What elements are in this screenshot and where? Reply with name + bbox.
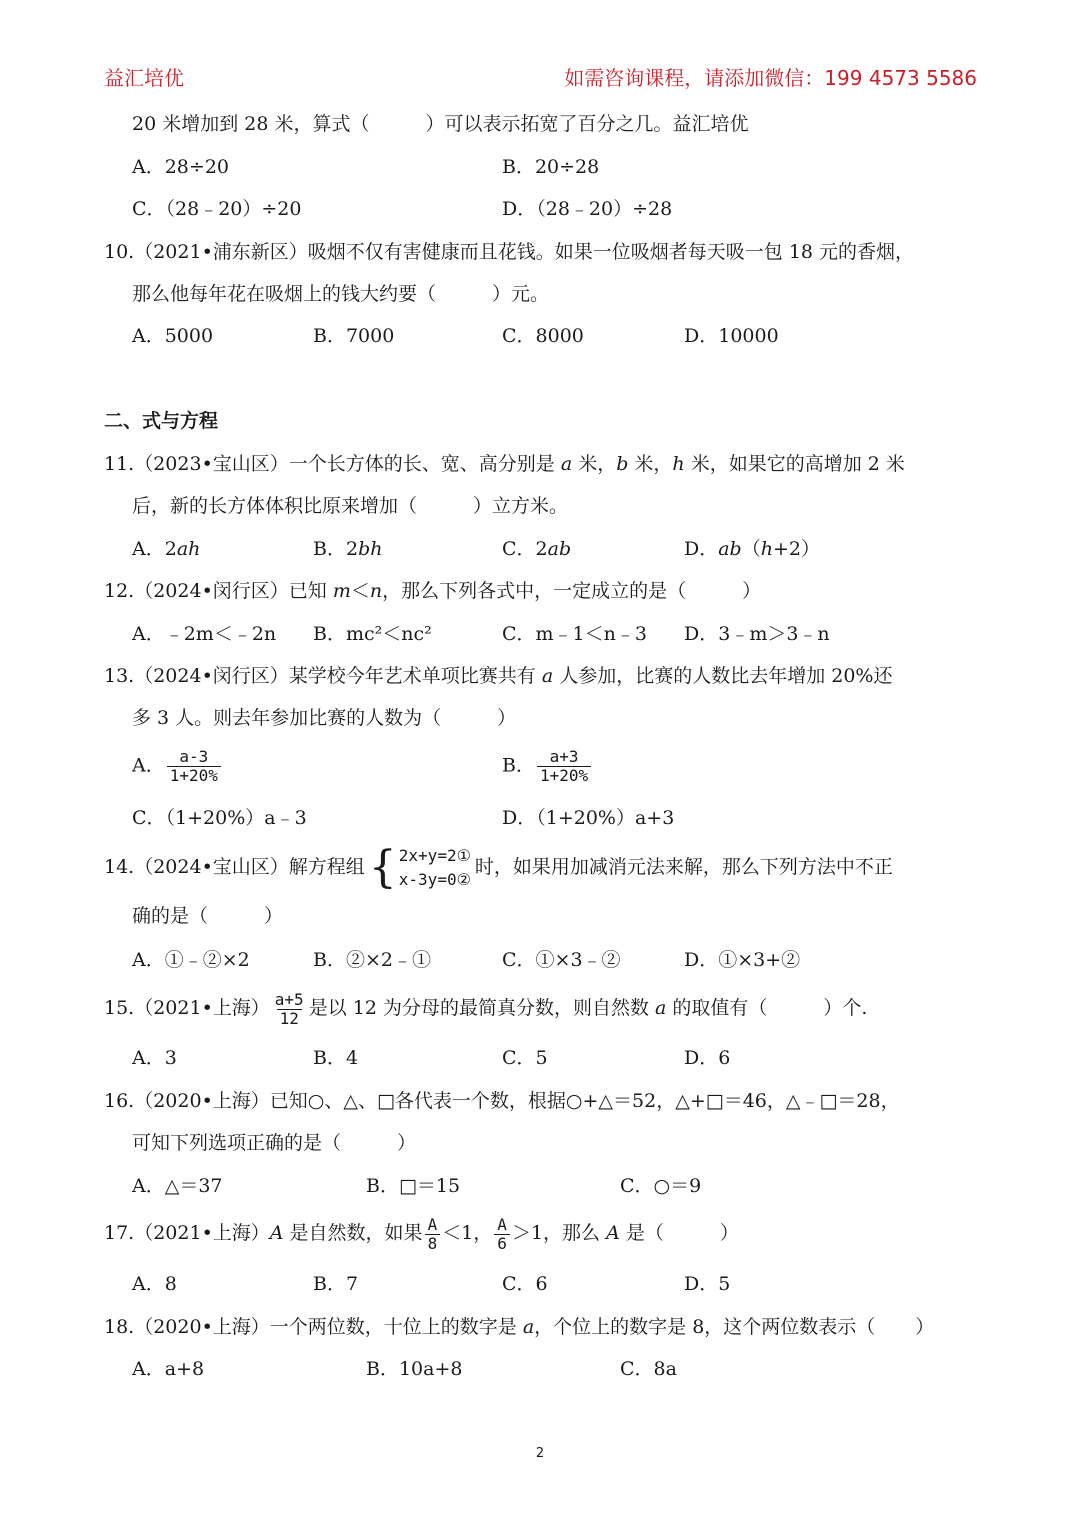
- q12-option-a: A．﹣2m＜﹣2n: [132, 623, 277, 645]
- q14-option-b: B．②×2﹣①: [313, 949, 431, 971]
- q14-option-d: D．①×3+②: [684, 949, 801, 971]
- q13-stem-line1: 13.（2024•闵行区）某学校今年艺术单项比赛共有 a 人参加，比赛的人数比去年增加 20%还: [104, 665, 893, 687]
- q9-stem: 20 米增加到 28 米，算式（ ）可以表示拓宽了百分之几。益汇培优: [132, 113, 749, 135]
- q10-option-b: B．7000: [313, 325, 395, 347]
- q11-option-b: B．2bh: [313, 538, 383, 560]
- q10-stem-line1: 10.（2021•浦东新区）吸烟不仅有害健康而且花钱。如果一位吸烟者每天吸一包 18 元的香烟，: [104, 241, 915, 263]
- page-number: 2: [535, 1446, 545, 1461]
- q15-option-d: D．6: [684, 1047, 731, 1069]
- q13-option-c: C．（1+20%）a﹣3: [132, 807, 307, 829]
- q14-option-a: A．①﹣②×2: [132, 949, 250, 971]
- q18-stem: 18.（2020•上海）一个两位数，十位上的数字是 a，个位上的数字是 8，这个两位数表示（ ）: [104, 1316, 935, 1338]
- q13-stem-line2: 多 3 人。则去年参加比赛的人数为（ ）: [132, 707, 517, 729]
- q12-option-c: C．m﹣1＜n﹣3: [502, 623, 647, 645]
- section-title: 二、式与方程: [104, 410, 219, 432]
- q16-option-b: B．□＝15: [366, 1175, 461, 1197]
- equation-system: { 2x+y=2① x-3y=0②: [368, 842, 471, 893]
- q15-option-c: C．5: [502, 1047, 548, 1069]
- q12-option-d: D．3﹣m＞3﹣n: [684, 623, 830, 645]
- q17-option-a: A．8: [132, 1273, 177, 1295]
- q10-stem-line2: 那么他每年花在吸烟上的钱大约要（ ）元。: [132, 283, 550, 305]
- q10-option-a: A．5000: [132, 325, 214, 347]
- q13-option-d: D．（1+20%）a+3: [502, 807, 675, 829]
- q18-option-b: B．10a+8: [366, 1358, 463, 1380]
- q12-stem: 12.（2024•闵行区）已知 m＜n，那么下列各式中，一定成立的是（ ）: [104, 580, 762, 602]
- q15-option-b: B．4: [313, 1047, 359, 1069]
- fraction: $\frac{A}{6}$: [494, 1216, 510, 1253]
- q11-option-a: A．2ah: [132, 538, 201, 560]
- q18-option-a: A．a+8: [132, 1358, 205, 1380]
- q10-option-c: C．8000: [502, 325, 584, 347]
- q9-option-d: D．（28﹣20）÷28: [502, 198, 673, 220]
- q17-option-d: D．5: [684, 1273, 731, 1295]
- fraction: $\frac{a+5}{12}$: [274, 989, 304, 1028]
- q16-option-c: C．○＝9: [620, 1175, 702, 1197]
- fraction: $\frac{a+3}{1+20\%}$: [537, 748, 591, 785]
- q17-option-c: C．6: [502, 1273, 548, 1295]
- q9-option-c: C．（28﹣20）÷20: [132, 198, 302, 220]
- q15-stem: 15.（2021•上海） $\frac{a+5}{12}$ 是以 12 为分母的最简真分数，则自然数 a 的取值有（ ）个.: [104, 989, 868, 1028]
- q15-option-a: A．3: [132, 1047, 177, 1069]
- q13-option-a: A． $\frac{a-3}{1+20\%}$: [132, 748, 223, 785]
- q11-option-c: C．2ab: [502, 538, 572, 560]
- q9-option-a: A．28÷20: [132, 156, 229, 178]
- q17-stem: 17.（2021•上海）A 是自然数，如果 $\frac{A}{8}$ ＜1， $\frac{A}{6}$ ＞1，那么 A 是（ ）: [104, 1214, 739, 1253]
- q14-option-c: C．①×3﹣②: [502, 949, 621, 971]
- q9-option-b: B．20÷28: [502, 156, 600, 178]
- q12-option-b: B．mc²＜nc²: [313, 623, 432, 645]
- header-contact: 如需咨询课程，请添加微信：199 4573 5586: [564, 66, 977, 90]
- q14-stem-line1: 14.（2024•宝山区）解方程组 { 2x+y=2① x-3y=0② 时，如果用加减消元法来解，那么下列方法中不正: [104, 842, 893, 893]
- header-brand: 益汇培优: [104, 66, 184, 90]
- fraction: $\frac{a-3}{1+20\%}$: [167, 748, 221, 785]
- q11-stem-line1: 11.（2023•宝山区）一个长方体的长、宽、高分别是 a 米，b 米，h 米，如果它的高增加 2 米: [104, 453, 905, 475]
- q11-option-d: D．ab（h+2）: [684, 538, 821, 560]
- q16-option-a: A．△＝37: [132, 1175, 223, 1197]
- fraction: $\frac{A}{8}$: [425, 1216, 441, 1253]
- q11-stem-line2: 后，新的长方体体积比原来增加（ ）立方米。: [132, 495, 569, 517]
- q13-option-b: B． $\frac{a+3}{1+20\%}$: [502, 748, 593, 785]
- q17-option-b: B．7: [313, 1273, 359, 1295]
- q16-stem-line1: 16.（2020•上海）已知○、△、□各代表一个数，根据○+△＝52，△+□＝46，△﹣□＝28，: [104, 1090, 900, 1112]
- q16-stem-line2: 可知下列选项正确的是（ ）: [132, 1132, 417, 1154]
- q18-option-c: C．8a: [620, 1358, 677, 1380]
- q10-option-d: D．10000: [684, 325, 779, 347]
- q14-stem-line2: 确的是（ ）: [132, 905, 284, 927]
